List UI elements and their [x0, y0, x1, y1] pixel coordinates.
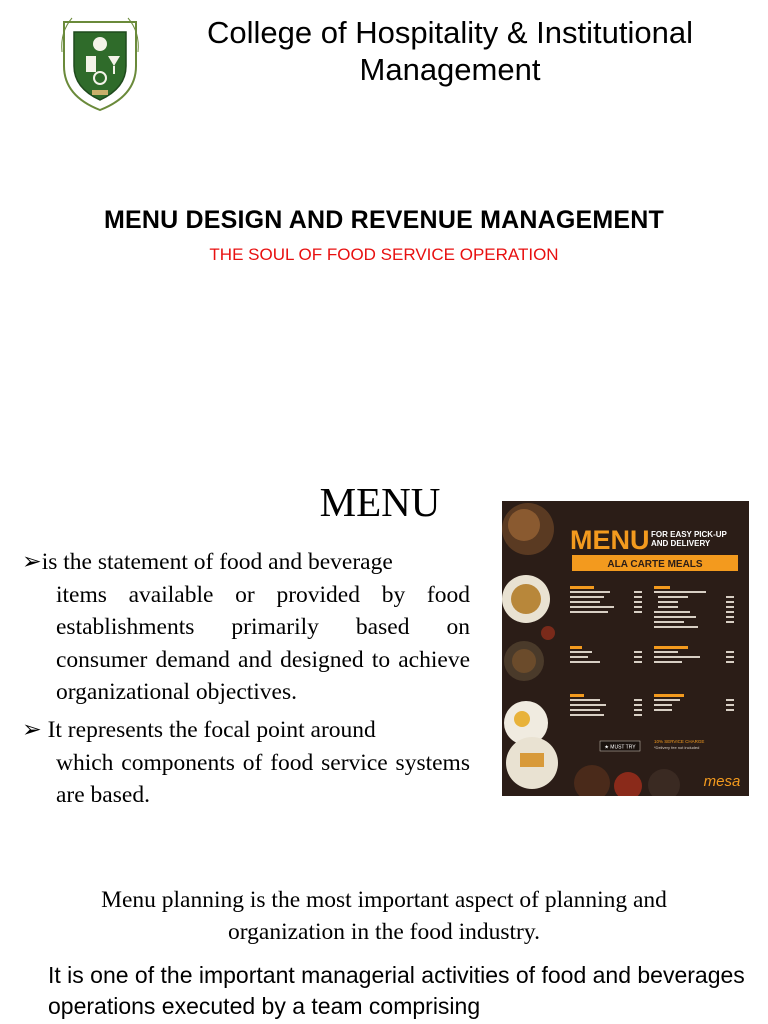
menu-poster-brand: mesa — [703, 773, 741, 790]
section-heading: MENU — [319, 479, 441, 525]
arrow-bullet-icon: ➢ — [22, 717, 42, 743]
bullet-2-rest: which components of food service systems are based. — [56, 749, 470, 808]
menu-poster-title: MENU — [570, 525, 650, 555]
paragraph-managerial: It is one of the important managerial activities of food and beverages operations executed by a team comprising — [48, 962, 745, 1019]
menu-poster-tagline-1: FOR EASY PICK-UP — [651, 530, 727, 539]
college-title-line2: Management — [359, 52, 541, 87]
menu-poster-delivery-note: *Delivery fee not included — [654, 745, 700, 750]
menu-poster-banner: ALA CARTE MEALS — [607, 559, 703, 570]
page-title: MENU DESIGN AND REVENUE MANAGEMENT — [103, 206, 665, 234]
menu-poster-service-charge: 10% SERVICE CHARGE — [654, 739, 705, 744]
bullet-item-1 — [22, 546, 470, 709]
bullet-1-first-line: is the statement of food and beverage — [41, 549, 393, 575]
bullet-2-first-line: It represents the focal point around — [41, 717, 376, 743]
page-subtitle: THE SOUL OF FOOD SERVICE OPERATION — [209, 245, 559, 264]
menu-poster-must-try: ★ MUST TRY — [604, 744, 636, 751]
college-seal-logo — [58, 12, 142, 112]
college-title-line1: College of Hospitality & Institutional — [207, 15, 693, 50]
menu-poster-tagline-2: AND DELIVERY — [651, 539, 711, 548]
bullet-item-2 — [22, 714, 470, 812]
bullet-1-rest: items available or provided by food establishments primarily based on consumer demand and designed to achieve organizational objectives. — [56, 581, 470, 705]
arrow-bullet-icon: ➢ — [22, 549, 42, 575]
college-title — [140, 14, 760, 88]
menu-poster-image — [502, 501, 749, 796]
paragraph-menu-planning: Menu planning is the most important aspect of planning and organization in the food industry. — [101, 887, 667, 945]
